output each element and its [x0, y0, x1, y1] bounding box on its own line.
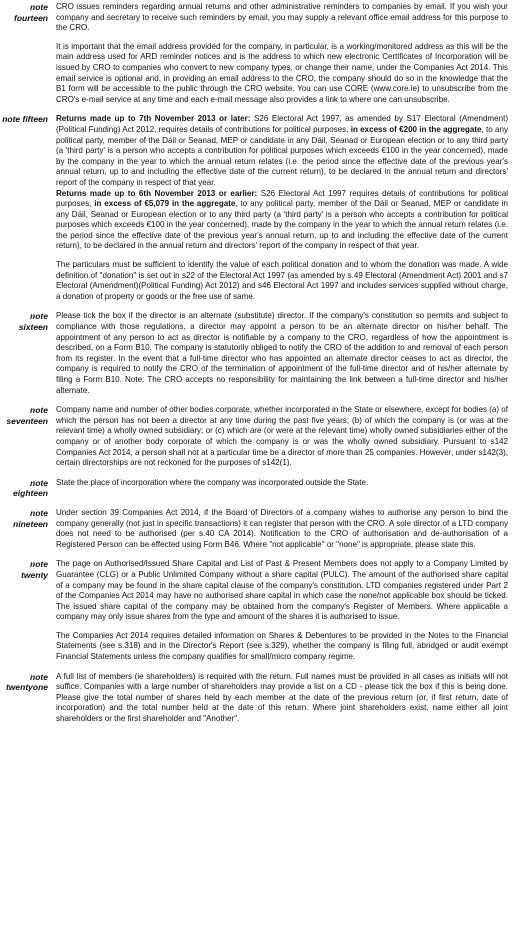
- note-content: [56, 311, 516, 396]
- note-label: [0, 672, 56, 725]
- note-content: [56, 2, 516, 105]
- paragraph: Please tick the box if the director is an alternate (substitute) director. If the company's constitution so permits and subject to compliance with those regulations, a director may appoint a person to be an alternate director on his/her behalf. The appointment of any person to act as director is notifiable by a company to the CRO, regardless of how the appointment is described, on a Form B10. The company is statutorily obliged to notify the CRO of the addition to and removal of each person from its register. In the event that a full-time director who has appointed an alternate director ceases to act as director, the company is required to notify the CRO of the termination of appointment of the full-time director and of his/her alternate by filing a Form B10. Note: The CRO accepts no responsibility for maintaining the link between a full-time director and his/her alternate.: [56, 311, 508, 395]
- note-label: [0, 478, 56, 499]
- text-run: S26 Electoral Act 1997, as amended by S17 Electoral (Amendment)(Political Funding) Act 2012, requires details of contributions for political purposes,: [56, 114, 508, 134]
- note-content: [56, 508, 516, 550]
- note-label-word: note: [30, 2, 48, 12]
- text-run: , to any political party, member of the Dáil or Seanad, MEP or candidate in any Dáil, Seanad or European election or to any third party (a 'third party' is a person who accepts a contribution for political purposes which exceeds €100 in the year concerned), made by the company in the year to which the annual return relates (i.e. the period since the effective date of the previous year's annual return, up to and including the effective date of the current return), to be declared in the annual return and directors' report of the company in respect of that year.: [56, 124, 508, 187]
- paragraph: A full list of members (ie shareholders) is required with the return. Full names must be provided in all cases as initials will not suffice. Companies with a large number of shareholders may provide a list on a CD - please tick the box if this is being done. Please give the total number of shares held by each member at the date of the previous return (or, if first return, date of incorporation) and the total number held at the date of this return. Where joint shareholders exist, name either all joint shareholders or the first shareholder and "Another".: [56, 671, 508, 724]
- note-label-word: note: [30, 671, 48, 682]
- note-label: [0, 405, 56, 469]
- note-seventeen: [0, 405, 528, 469]
- note-label-number: seventeen: [6, 415, 48, 426]
- note-label-word: note: [30, 477, 48, 488]
- note-label: [0, 311, 56, 396]
- text-run: S26 Electoral Act 1997 requires details of contributions for political purposes,: [56, 188, 509, 209]
- note-content: [56, 559, 516, 662]
- section-heading: Returns made up to 6th November 2013 or earlier:: [56, 188, 258, 198]
- note-twentyone: [0, 672, 528, 725]
- note-label-number: twentyone: [5, 682, 48, 693]
- note-label: [0, 114, 56, 302]
- note-label: [0, 559, 56, 662]
- note-fifteen: [0, 114, 528, 302]
- note-content: [56, 114, 516, 302]
- text-run: , to any political party, member of the Dáil or Seanad, MEP or candidate in any Dáil, Seanad or European election or to any third party (a 'third party' is a person who accepts a contribution for political purposes which exceeds €100 in the year concerned), made by the company in the year to which the annual return relates (i.e. the period since the effective date of the previous year's annual return, up to and including the effective date of the current return), to be declared in the annual return and directors' report of the company in respect of that year.: [56, 199, 508, 251]
- note-label-word: note: [30, 311, 48, 322]
- note-content: [56, 478, 516, 499]
- paragraph: The particulars must be sufficient to identify the value of each political donation and to whom the donation was made. A wide definition of "donation" is set out in s22 of the Electoral Act 1997 (as amended by s.49 Electoral (Amendment Act) 2001 and s7 Electoral (Amendment)(Political Funding) Act 2012) and s46 Electoral Act 1997 and includes services supplied without charge, a donation of property or goods or the free use of same.: [56, 260, 508, 301]
- note-sixteen: [0, 311, 528, 396]
- note-label-number: sixteen: [18, 322, 48, 333]
- paragraph: Company name and number of other bodies corporate, whether incorporated in the State or elsewhere, except for bodies (a) of which the person has not been a director at any time during the past five years; (b) of which the company is (or was at the relevant time) a wholly owned subsidiary; or (c) which are (or were at the relevant time) wholly owned subsidiaries either of the company or of another body corporate of which the company is or was the wholly owned subsidiary. Pursuant to s142 Companies Act 2014, a person shall not at a particular time be a director of more than 25 companies. However, under s142(3), certain directorships are not reckoned for the purposes of s142(1).: [56, 405, 508, 468]
- note-label-text: note fifteen: [2, 114, 48, 125]
- note-label-word: note: [30, 405, 48, 416]
- paragraph: It is important that the email address provided for the company, in particular, is a working/monitored address as this will be the main address used for ARD reminder notices and is the address to which new electronic Certificates of Incorporation will be issued by CRO to companies who convert to new company types, or change their name, under the Companies Act 2014. This email service is optional and, in providing an email address to the CRO, the company should do so in the knowledge that the B1 form will be accessible to the public through the CRO website. You can use CORE (www.core.ie) to unsubscribe from the CRO's e-mail service at any time and each e-mail message also provides a link to where one can unsubscribe.: [56, 41, 508, 104]
- note-label-number: twenty: [21, 569, 48, 580]
- paragraph: The page on Authorised/Issued Share Capital and List of Past & Present Members does not apply to a Company Limited by Guarantee (CLG) or a Public Unlimited Company without a share capital (PULC). The amount of the authorised share capital of a company may be found in the share capital clause of the company's constitution. LTD companies registered under Part 2 of the Companies Act 2014 may have no authorised share capital in which case the none/not applicable box should be ticked. The issued share capital of the company may be obtained from the company's Register of Members. Where applicable a company may only issue shares from the type and amount of the shares it is authorised to issue.: [56, 559, 508, 622]
- paragraph: Under section 39 Companies Act 2014, if the Board of Directors of a company wishes to authorise any person to bind the company generally (not just in specific transactions) it can register that person with the CRO. A sole director of a LTD company does not need to be authorised (per s.40 CA 2014). Notification to the CRO of authorisation and de-authorisation of a Registered Person can be effected using Form B46. Where "not applicable" or "none" is appropriate, please state this.: [56, 507, 508, 549]
- note-label-word: note: [30, 559, 48, 570]
- note-label-word: note: [30, 507, 48, 518]
- note-nineteen: [0, 508, 528, 550]
- paragraph: State the place of incorporation where the company was incorporated outside the State.: [56, 477, 369, 487]
- note-content: [56, 672, 516, 725]
- note-label: [0, 508, 56, 550]
- bold-text: in excess of €5,079 in the aggregate: [94, 199, 236, 209]
- note-twenty: [0, 559, 528, 662]
- note-content: [56, 405, 516, 469]
- note-eighteen: [0, 478, 528, 499]
- paragraph: The Companies Act 2014 requires detailed information on Shares & Debentures to be provided in the Notes to the Financial Statements (see s.318) and in the Director's Report (see s.329), whether the company is filing full, abridged or audit exempt Financial Statements unless the company qualifies for small/micro company regime.: [56, 630, 508, 662]
- note-fourteen: [0, 2, 528, 105]
- note-label-number: eighteen: [13, 488, 48, 499]
- paragraph: CRO issues reminders regarding annual returns and other administrative reminders to companies by email. If you wish your company and secretary to receive such reminders by email, you may supply a relevant office email address for this purpose to the CRO.: [56, 2, 508, 33]
- note-label: [0, 2, 56, 105]
- paragraph: [56, 114, 508, 188]
- section-heading: Returns made up to 7th November 2013 or later:: [56, 114, 251, 124]
- bold-text: in excess of €200 in the aggregate: [350, 124, 482, 134]
- note-label-number: nineteen: [13, 518, 48, 529]
- paragraph: [56, 189, 508, 253]
- note-label-number: fourteen: [14, 12, 48, 23]
